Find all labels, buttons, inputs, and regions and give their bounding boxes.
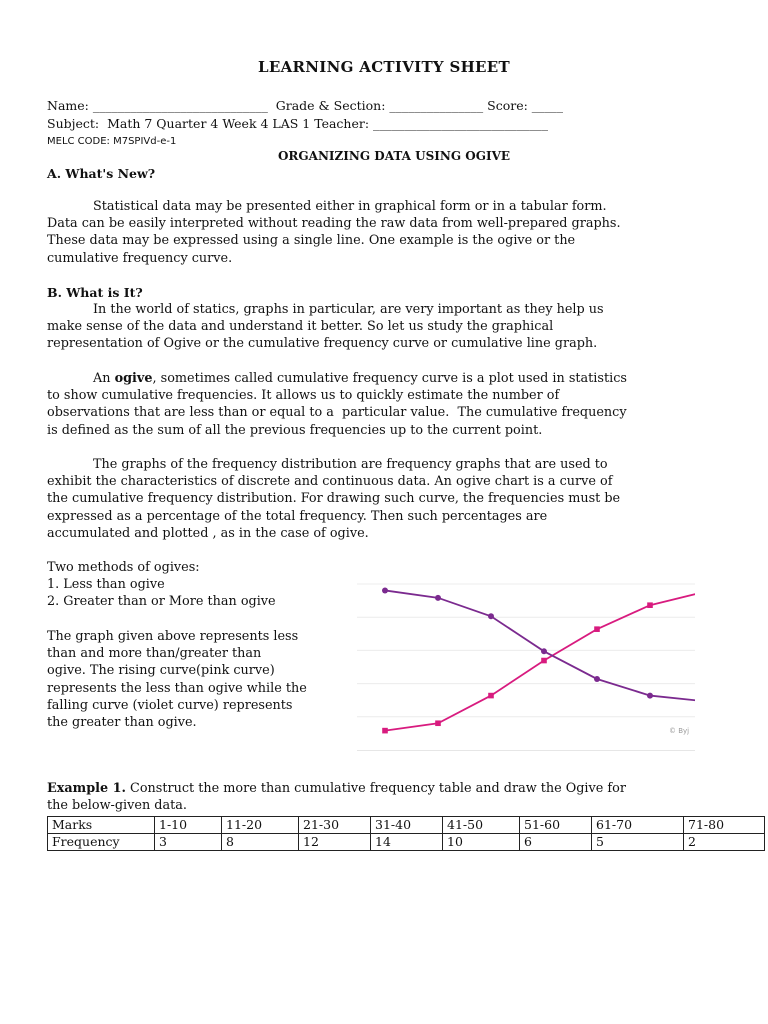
text-line: represents the less than ogive while the — [47, 680, 307, 696]
text-line: falling curve (violet curve) represents — [47, 697, 293, 713]
example-1 — [47, 780, 727, 814]
text-line: Statistical data may be presented either in graphical form or in a tabular form. — [93, 199, 607, 214]
text-line: make sense of the data and understand it better. So let us study the graphical — [47, 319, 554, 335]
text-line: Data can be easily interpreted without reading the raw data from well-prepared graphs. — [47, 216, 621, 232]
row-header-cell: Marks — [48, 817, 155, 834]
table-cell: 12 — [299, 834, 371, 851]
text-line: to show cumulative frequencies. It allows us to quickly estimate the number of — [47, 388, 560, 404]
chart-watermark: © Byj — [669, 727, 690, 735]
ogive-methods — [47, 559, 352, 611]
data-point-square — [647, 602, 653, 608]
text-line: ogive. The rising curve(pink curve) — [47, 663, 275, 679]
text-line: exhibit the characteristics of discrete and continuous data. An ogive chart is a curve of — [47, 474, 613, 490]
text-line: cumulative frequency curve. — [47, 250, 233, 266]
text-fragment: An — [93, 371, 115, 386]
section-a-heading: A. What's New? — [47, 166, 156, 181]
table-cell: 51-60 — [520, 817, 592, 834]
table-row — [48, 817, 765, 834]
text-line — [47, 780, 727, 797]
text-line: expressed as a percentage of the total frequency. Then such percentages are — [47, 508, 548, 524]
ogive-term: ogive — [114, 371, 153, 386]
text-line: than and more than/greater than — [47, 646, 262, 662]
data-point-circle — [594, 676, 600, 682]
frequency-table — [47, 816, 765, 851]
data-point-square — [594, 626, 600, 632]
table-cell: 61-70 — [592, 817, 684, 834]
row-header-cell: Frequency — [48, 834, 155, 851]
table-cell: 8 — [222, 834, 299, 851]
text-line: 1. Less than ogive — [47, 577, 165, 593]
text-line: The graph given above represents less — [47, 629, 299, 644]
table-cell: 14 — [371, 834, 443, 851]
example-label: Example 1. — [47, 781, 126, 796]
sheet-title: LEARNING ACTIVITY SHEET — [258, 58, 510, 76]
text-line: Two methods of ogives: — [47, 560, 200, 575]
ogive-chart — [357, 562, 695, 751]
data-point-square — [435, 720, 441, 726]
section-b-paragraph-2 — [47, 370, 727, 439]
data-point-circle — [541, 648, 547, 654]
chart-series — [382, 587, 695, 733]
table-cell: 3 — [155, 834, 222, 851]
lesson-title: ORGANIZING DATA USING OGIVE — [277, 149, 511, 163]
name-line: Name: ____________________________ Grade & Section: _______________ Score: _____ — [47, 98, 564, 113]
section-b-paragraph-3 — [47, 456, 727, 542]
data-point-square — [488, 693, 494, 699]
table-row — [48, 834, 765, 851]
data-point-circle — [435, 595, 441, 601]
data-point-circle — [488, 613, 494, 619]
data-point-circle — [647, 693, 653, 699]
ogive-chart-svg — [357, 562, 695, 750]
example-text: Construct the more than cumulative frequency table and draw the Ogive for — [125, 781, 626, 796]
text-line: the below-given data. — [47, 798, 187, 813]
table-cell: 41-50 — [443, 817, 520, 834]
text-line: 2. Greater than or More than ogive — [47, 594, 276, 610]
data-point-square — [541, 658, 547, 664]
table-cell: 10 — [443, 834, 520, 851]
subject-line: Subject: Math 7 Quarter 4 Week 4 LAS 1 Teacher: ____________________________ — [47, 116, 549, 131]
chart-grid — [357, 584, 695, 717]
table-cell: 2 — [684, 834, 765, 851]
melc-code: MELC CODE: M7SPIVd-e-1 — [47, 136, 177, 147]
text-line: The graphs of the frequency distribution are frequency graphs that are used to — [93, 457, 608, 472]
text-fragment: , sometimes called cumulative frequency curve is a plot used in statistics — [152, 371, 627, 386]
text-line: accumulated and plotted , as in the case of ogive. — [47, 525, 369, 541]
text-line: the cumulative frequency distribution. For drawing such curve, the frequencies must be — [47, 491, 621, 507]
table-cell: 1-10 — [155, 817, 222, 834]
table-cell: 11-20 — [222, 817, 299, 834]
section-b-heading: B. What is It? — [47, 285, 143, 300]
text-line: is defined as the sum of all the previous frequencies up to the current point. — [47, 422, 543, 438]
text-line: representation of Ogive or the cumulative frequency curve or cumulative line graph. — [47, 336, 598, 352]
text-line: the greater than ogive. — [47, 715, 197, 731]
table-cell: 5 — [592, 834, 684, 851]
section-b-paragraph-1 — [47, 301, 727, 353]
text-line: These data may be expressed using a single line. One example is the ogive or the — [47, 233, 576, 249]
text-line: In the world of statics, graphs in particular, are very important as they help us — [93, 302, 604, 317]
series-line-0 — [385, 590, 695, 730]
table-cell: 71-80 — [684, 817, 765, 834]
section-a-paragraph — [47, 198, 727, 267]
data-point-circle — [382, 587, 388, 593]
table-body — [48, 817, 765, 851]
graph-note — [47, 628, 352, 731]
table-cell: 21-30 — [299, 817, 371, 834]
text-line: observations that are less than or equal to a particular value. The cumulative frequency — [47, 405, 627, 421]
table-cell: 6 — [520, 834, 592, 851]
text-line — [47, 370, 727, 387]
table-cell: 31-40 — [371, 817, 443, 834]
data-point-square — [382, 728, 388, 734]
